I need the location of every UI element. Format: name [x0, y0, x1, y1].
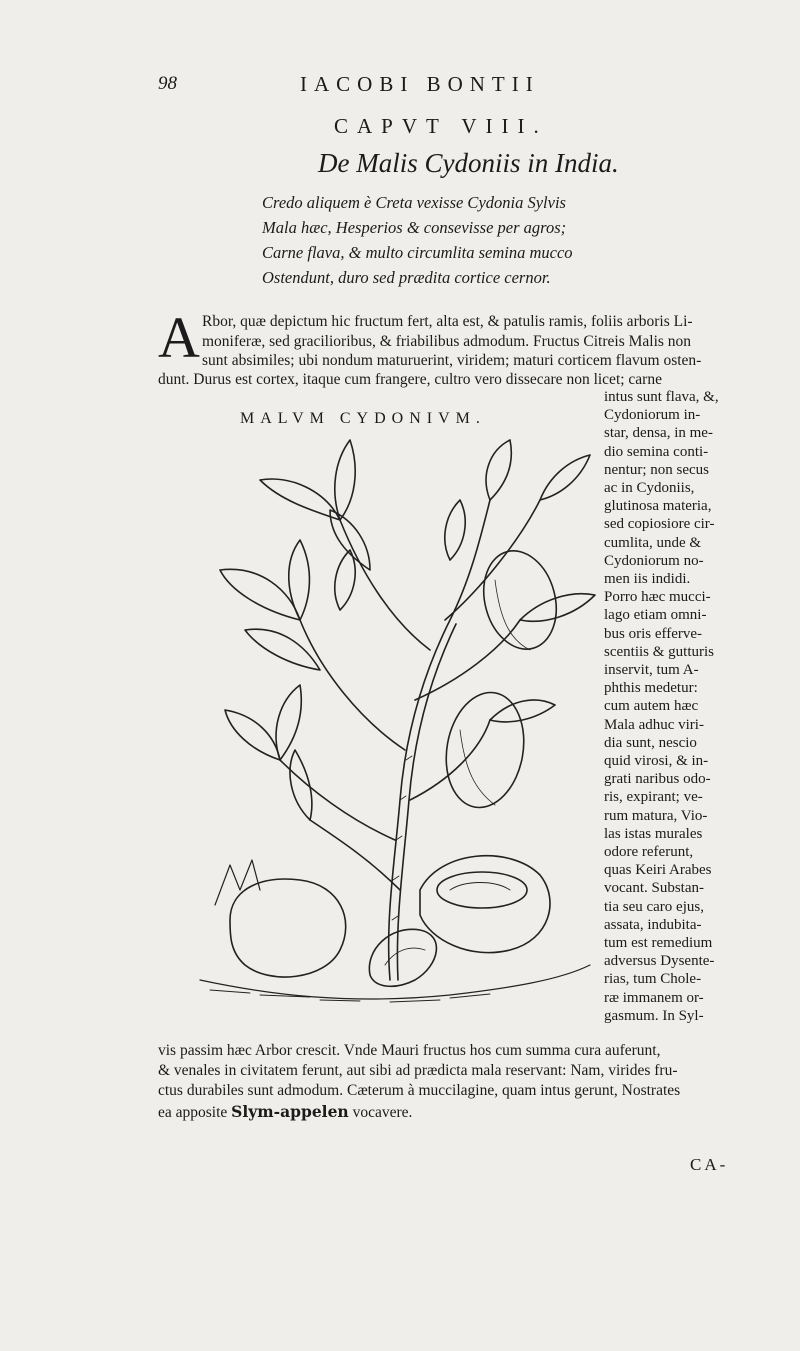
side-column-line: rias, tum Chole-: [604, 971, 702, 988]
body-line: & venales in civitatem ferunt, aut sibi ad prædicta mala reservant: Nam, virides fru-: [158, 1062, 678, 1079]
side-column-line: phthis medetur:: [604, 680, 698, 697]
chapter-title: De Malis Cydoniis in India.: [318, 148, 619, 178]
side-column-line: nentur; non secus: [604, 461, 709, 478]
running-title: IACOBI BONTII: [300, 72, 540, 96]
side-column-line: gasmum. In Syl-: [604, 1007, 704, 1024]
page-number: 98: [158, 73, 177, 94]
body-line: sunt absimiles; ubi nondum maturuerint, viridem; maturi corticem flavum osten-: [202, 352, 702, 369]
side-column-line: las istas murales: [604, 825, 703, 842]
side-column-line: scentiis & gutturis: [604, 643, 714, 660]
blackletter-term: Slym-appelen: [231, 1102, 349, 1121]
side-column-line: sed copiosiore cir-: [604, 516, 715, 533]
verse-line: Carne flava, & multo circumlita semina mucco: [262, 243, 573, 262]
side-column-line: ac in Cydoniis,: [604, 480, 695, 496]
side-column-line: inservit, tum A-: [604, 662, 699, 678]
side-column-line: dio semina conti-: [604, 443, 709, 460]
side-column-line: tia seu caro ejus,: [604, 898, 704, 915]
drop-cap: A: [158, 305, 200, 370]
side-column-line: Cydoniorum no-: [604, 552, 704, 569]
verse-line: Credo aliquem è Creta vexisse Cydonia Sylvis: [262, 193, 566, 212]
side-column-line: rum matura, Vio-: [604, 807, 708, 824]
side-column-line: ræ immanem or-: [604, 989, 704, 1006]
verse-line: Mala hæc, Hesperios & consevisse per agros;: [262, 218, 567, 237]
body-line: moniferæ, sed gracilioribus, & friabilibus admodum. Fructus Citreis Malis non: [202, 333, 692, 350]
body-line: Rbor, quæ depictum hic fructum fert, alta est, & patulis ramis, foliis arboris Li-: [202, 313, 693, 330]
body-line: dunt. Durus est cortex, itaque cum frangere, cultro vero dissecare non licet; carne: [158, 371, 662, 388]
verse-line: Ostendunt, duro sed prædita cortice cernor.: [262, 268, 551, 287]
body-line-final: [158, 1102, 412, 1122]
quince-tree-illustration: [190, 420, 600, 1020]
side-column-line: star, densa, in me-: [604, 425, 713, 442]
chapter-heading: CAPVT VIII.: [334, 114, 548, 138]
side-column-line: bus oris efferve-: [604, 625, 703, 642]
body-line: ctus durabiles sunt admodum. Cæterum à muccilagine, quam intus gerunt, Nostrates: [158, 1082, 681, 1099]
side-column-line: ris, expirant; ve-: [604, 789, 703, 806]
side-column-line: quas Keiri Arabes: [604, 862, 712, 879]
body-line: vis passim hæc Arbor crescit. Vnde Mauri fructus hos cum summa cura auferunt,: [158, 1042, 661, 1059]
side-column-line: vocant. Substan-: [604, 880, 704, 897]
side-column-line: quid virosi, & in-: [604, 753, 709, 769]
side-column-line: Porro hæc mucci-: [604, 589, 711, 606]
side-column-line: Mala adhuc viri-: [604, 716, 704, 733]
side-column-line: glutinosa materia,: [604, 498, 712, 515]
side-column-line: tum est remedium: [604, 935, 713, 951]
final-line-suffix: vocavere.: [352, 1104, 413, 1121]
side-column-line: cumlita, unde &: [604, 534, 702, 551]
side-column-line: adversus Dysente-: [604, 953, 715, 970]
side-column-line: assata, indubita-: [604, 916, 702, 933]
side-column-line: Cydoniorum in-: [604, 407, 701, 424]
side-column-line: grati naribus odo-: [604, 771, 711, 788]
side-column-line: intus sunt flava, &,: [604, 389, 719, 405]
side-column-line: lago etiam omni-: [604, 607, 707, 624]
catchword: CA-: [690, 1155, 729, 1174]
figure-caption: MALVM CYDONIVM.: [240, 410, 486, 427]
side-column-line: men iis indidi.: [604, 571, 691, 587]
side-column-line: dia sunt, nescio: [604, 734, 697, 751]
final-line-prefix: ea apposite: [158, 1104, 228, 1121]
side-column-line: odore referunt,: [604, 844, 694, 860]
side-column-line: cum autem hæc: [604, 698, 699, 715]
